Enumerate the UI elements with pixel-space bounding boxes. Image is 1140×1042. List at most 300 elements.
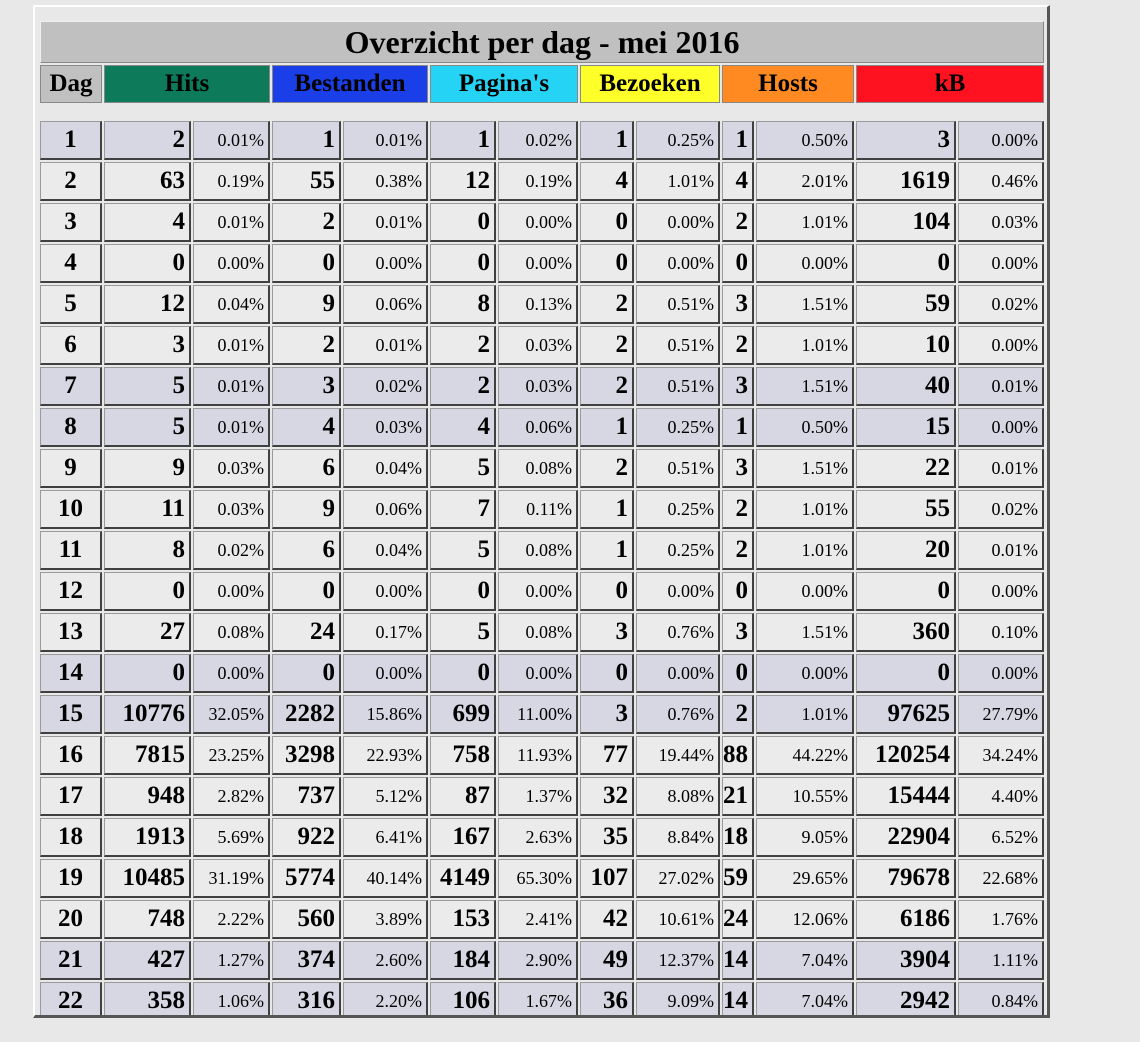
cell-hits-pct: 2.22%	[193, 900, 270, 939]
cell-files-pct: 0.04%	[343, 449, 428, 488]
cell-visits: 36	[580, 982, 634, 1018]
cell-files: 9	[272, 490, 341, 529]
header-pages: Pagina's	[430, 65, 578, 103]
cell-hits-pct: 0.01%	[193, 326, 270, 365]
cell-files: 0	[272, 572, 341, 611]
cell-pages-pct: 0.08%	[498, 613, 578, 652]
table-row	[40, 490, 1044, 529]
cell-day: 11	[40, 531, 102, 570]
cell-hits-pct: 0.00%	[193, 654, 270, 693]
cell-kb: 0	[856, 244, 956, 283]
cell-visits-pct: 8.84%	[636, 818, 720, 857]
cell-hosts: 14	[722, 982, 754, 1018]
cell-hosts: 88	[722, 736, 754, 775]
cell-pages: 758	[430, 736, 496, 775]
cell-hosts-pct: 0.50%	[756, 408, 854, 447]
cell-kb: 10	[856, 326, 956, 365]
cell-hosts-pct: 1.51%	[756, 613, 854, 652]
cell-kb: 0	[856, 572, 956, 611]
cell-kb-pct: 0.00%	[958, 244, 1044, 283]
cell-kb-pct: 0.01%	[958, 531, 1044, 570]
cell-hosts: 3	[722, 367, 754, 406]
cell-hits-pct: 0.02%	[193, 531, 270, 570]
cell-pages-pct: 0.08%	[498, 531, 578, 570]
table-row	[40, 531, 1044, 570]
cell-kb: 1619	[856, 162, 956, 201]
cell-hits: 0	[104, 244, 191, 283]
cell-files: 316	[272, 982, 341, 1018]
cell-hosts-pct: 44.22%	[756, 736, 854, 775]
cell-hits-pct: 23.25%	[193, 736, 270, 775]
cell-files-pct: 40.14%	[343, 859, 428, 898]
cell-files-pct: 0.02%	[343, 367, 428, 406]
cell-pages: 0	[430, 654, 496, 693]
cell-pages: 153	[430, 900, 496, 939]
cell-files: 4	[272, 408, 341, 447]
cell-files-pct: 6.41%	[343, 818, 428, 857]
cell-hosts: 2	[722, 490, 754, 529]
cell-hosts: 0	[722, 654, 754, 693]
cell-pages-pct: 0.06%	[498, 408, 578, 447]
cell-hits: 0	[104, 572, 191, 611]
cell-hits: 27	[104, 613, 191, 652]
cell-kb: 20	[856, 531, 956, 570]
cell-kb-pct: 4.40%	[958, 777, 1044, 816]
cell-hits-pct: 2.82%	[193, 777, 270, 816]
cell-hosts: 21	[722, 777, 754, 816]
cell-hits-pct: 0.03%	[193, 490, 270, 529]
cell-hits: 748	[104, 900, 191, 939]
cell-pages-pct: 11.00%	[498, 695, 578, 734]
cell-hosts: 3	[722, 285, 754, 324]
cell-hosts-pct: 7.04%	[756, 941, 854, 980]
cell-hosts-pct: 1.01%	[756, 531, 854, 570]
cell-visits: 1	[580, 490, 634, 529]
cell-kb-pct: 34.24%	[958, 736, 1044, 775]
cell-hosts: 3	[722, 613, 754, 652]
cell-visits-pct: 10.61%	[636, 900, 720, 939]
cell-visits-pct: 0.00%	[636, 244, 720, 283]
cell-day: 22	[40, 982, 102, 1018]
cell-visits-pct: 0.51%	[636, 285, 720, 324]
cell-visits-pct: 0.76%	[636, 695, 720, 734]
cell-files: 374	[272, 941, 341, 980]
cell-kb: 15444	[856, 777, 956, 816]
cell-visits-pct: 0.51%	[636, 449, 720, 488]
cell-visits: 32	[580, 777, 634, 816]
cell-day: 15	[40, 695, 102, 734]
cell-day: 5	[40, 285, 102, 324]
cell-day: 1	[40, 121, 102, 160]
cell-day: 9	[40, 449, 102, 488]
cell-files: 55	[272, 162, 341, 201]
cell-hits-pct: 0.01%	[193, 367, 270, 406]
cell-day: 14	[40, 654, 102, 693]
cell-kb-pct: 0.00%	[958, 654, 1044, 693]
cell-hits: 948	[104, 777, 191, 816]
cell-hosts-pct: 1.01%	[756, 695, 854, 734]
cell-visits-pct: 12.37%	[636, 941, 720, 980]
cell-pages-pct: 2.90%	[498, 941, 578, 980]
cell-visits: 2	[580, 449, 634, 488]
cell-kb-pct: 0.01%	[958, 449, 1044, 488]
cell-hits-pct: 0.01%	[193, 203, 270, 242]
table-row	[40, 695, 1044, 734]
header-hits: Hits	[104, 65, 270, 103]
cell-hosts: 24	[722, 900, 754, 939]
cell-hosts: 1	[722, 408, 754, 447]
cell-pages: 4149	[430, 859, 496, 898]
cell-pages-pct: 65.30%	[498, 859, 578, 898]
table-row	[40, 449, 1044, 488]
cell-pages: 2	[430, 326, 496, 365]
cell-kb-pct: 0.00%	[958, 326, 1044, 365]
cell-hosts: 2	[722, 326, 754, 365]
table-row	[40, 244, 1044, 283]
cell-pages: 184	[430, 941, 496, 980]
cell-day: 20	[40, 900, 102, 939]
cell-visits-pct: 0.00%	[636, 572, 720, 611]
cell-pages-pct: 0.00%	[498, 572, 578, 611]
cell-visits: 2	[580, 285, 634, 324]
cell-files-pct: 0.00%	[343, 244, 428, 283]
cell-hosts-pct: 0.00%	[756, 654, 854, 693]
cell-files-pct: 2.60%	[343, 941, 428, 980]
cell-hits: 12	[104, 285, 191, 324]
cell-pages-pct: 0.08%	[498, 449, 578, 488]
cell-day: 12	[40, 572, 102, 611]
cell-files-pct: 22.93%	[343, 736, 428, 775]
cell-files-pct: 0.00%	[343, 654, 428, 693]
cell-files: 6	[272, 449, 341, 488]
cell-files: 1	[272, 121, 341, 160]
cell-day: 3	[40, 203, 102, 242]
cell-hits: 5	[104, 408, 191, 447]
cell-pages-pct: 0.13%	[498, 285, 578, 324]
cell-kb-pct: 0.03%	[958, 203, 1044, 242]
cell-day: 17	[40, 777, 102, 816]
table-row	[40, 613, 1044, 652]
cell-visits: 3	[580, 695, 634, 734]
cell-pages: 106	[430, 982, 496, 1018]
cell-hosts-pct: 29.65%	[756, 859, 854, 898]
cell-pages-pct: 2.41%	[498, 900, 578, 939]
table-row	[40, 367, 1044, 406]
cell-day: 16	[40, 736, 102, 775]
cell-visits: 35	[580, 818, 634, 857]
cell-hits-pct: 0.03%	[193, 449, 270, 488]
table-row	[40, 121, 1044, 160]
cell-visits-pct: 19.44%	[636, 736, 720, 775]
cell-files-pct: 15.86%	[343, 695, 428, 734]
cell-hosts-pct: 0.00%	[756, 572, 854, 611]
table-row	[40, 285, 1044, 324]
cell-hosts-pct: 2.01%	[756, 162, 854, 201]
cell-hosts: 1	[722, 121, 754, 160]
cell-files: 3	[272, 367, 341, 406]
cell-kb-pct: 1.76%	[958, 900, 1044, 939]
cell-visits: 2	[580, 367, 634, 406]
cell-day: 7	[40, 367, 102, 406]
cell-files: 0	[272, 244, 341, 283]
cell-visits: 1	[580, 531, 634, 570]
cell-pages: 2	[430, 367, 496, 406]
cell-hosts: 2	[722, 695, 754, 734]
table-title: Overzicht per dag - mei 2016	[40, 21, 1044, 63]
cell-pages-pct: 0.03%	[498, 326, 578, 365]
cell-visits: 107	[580, 859, 634, 898]
cell-visits-pct: 0.25%	[636, 408, 720, 447]
cell-day: 19	[40, 859, 102, 898]
cell-hosts-pct: 1.01%	[756, 326, 854, 365]
cell-files: 0	[272, 654, 341, 693]
cell-hits: 3	[104, 326, 191, 365]
cell-hits: 11	[104, 490, 191, 529]
cell-files: 2	[272, 203, 341, 242]
cell-kb: 104	[856, 203, 956, 242]
cell-pages-pct: 0.11%	[498, 490, 578, 529]
cell-kb-pct: 27.79%	[958, 695, 1044, 734]
cell-hosts: 4	[722, 162, 754, 201]
cell-pages: 12	[430, 162, 496, 201]
cell-pages-pct: 0.00%	[498, 654, 578, 693]
cell-hits: 2	[104, 121, 191, 160]
cell-visits-pct: 0.51%	[636, 326, 720, 365]
cell-visits: 1	[580, 408, 634, 447]
cell-files: 6	[272, 531, 341, 570]
cell-hits: 10485	[104, 859, 191, 898]
cell-visits: 0	[580, 244, 634, 283]
cell-pages: 0	[430, 203, 496, 242]
cell-hosts-pct: 7.04%	[756, 982, 854, 1018]
cell-pages: 7	[430, 490, 496, 529]
cell-kb-pct: 6.52%	[958, 818, 1044, 857]
cell-hits-pct: 5.69%	[193, 818, 270, 857]
cell-day: 10	[40, 490, 102, 529]
cell-kb-pct: 1.11%	[958, 941, 1044, 980]
cell-hosts-pct: 1.51%	[756, 285, 854, 324]
cell-visits: 2	[580, 326, 634, 365]
cell-hosts-pct: 1.51%	[756, 449, 854, 488]
cell-visits-pct: 0.25%	[636, 531, 720, 570]
cell-pages: 167	[430, 818, 496, 857]
cell-hits: 1913	[104, 818, 191, 857]
cell-day: 4	[40, 244, 102, 283]
header-day: Dag	[40, 65, 102, 103]
cell-files-pct: 2.20%	[343, 982, 428, 1018]
cell-visits: 77	[580, 736, 634, 775]
cell-pages: 699	[430, 695, 496, 734]
cell-pages-pct: 11.93%	[498, 736, 578, 775]
cell-kb-pct: 22.68%	[958, 859, 1044, 898]
table-row	[40, 162, 1044, 201]
cell-kb: 79678	[856, 859, 956, 898]
table-row	[40, 941, 1044, 980]
cell-hits: 358	[104, 982, 191, 1018]
cell-pages-pct: 0.00%	[498, 203, 578, 242]
table-row	[40, 654, 1044, 693]
cell-visits-pct: 0.25%	[636, 121, 720, 160]
cell-pages: 5	[430, 531, 496, 570]
cell-files-pct: 0.06%	[343, 285, 428, 324]
stats-panel	[33, 5, 1050, 1018]
cell-hits-pct: 31.19%	[193, 859, 270, 898]
daily-stats-table	[38, 19, 1046, 1018]
cell-hits: 8	[104, 531, 191, 570]
table-row	[40, 900, 1044, 939]
cell-files-pct: 0.06%	[343, 490, 428, 529]
cell-hits-pct: 0.01%	[193, 408, 270, 447]
cell-pages: 5	[430, 613, 496, 652]
cell-visits-pct: 0.51%	[636, 367, 720, 406]
cell-visits-pct: 0.25%	[636, 490, 720, 529]
cell-pages: 0	[430, 572, 496, 611]
cell-kb-pct: 0.10%	[958, 613, 1044, 652]
cell-hosts: 2	[722, 203, 754, 242]
cell-files-pct: 5.12%	[343, 777, 428, 816]
cell-kb: 0	[856, 654, 956, 693]
cell-files-pct: 0.38%	[343, 162, 428, 201]
cell-hosts-pct: 0.00%	[756, 244, 854, 283]
cell-hits-pct: 0.00%	[193, 244, 270, 283]
cell-files: 24	[272, 613, 341, 652]
cell-hosts: 0	[722, 572, 754, 611]
cell-hosts: 14	[722, 941, 754, 980]
table-row	[40, 408, 1044, 447]
table-row	[40, 818, 1044, 857]
cell-day: 18	[40, 818, 102, 857]
cell-hits: 10776	[104, 695, 191, 734]
cell-visits-pct: 8.08%	[636, 777, 720, 816]
cell-kb-pct: 0.00%	[958, 121, 1044, 160]
cell-visits-pct: 9.09%	[636, 982, 720, 1018]
cell-files: 2282	[272, 695, 341, 734]
cell-files-pct: 0.17%	[343, 613, 428, 652]
cell-hits: 9	[104, 449, 191, 488]
cell-pages-pct: 0.02%	[498, 121, 578, 160]
cell-hosts-pct: 12.06%	[756, 900, 854, 939]
cell-hosts: 0	[722, 244, 754, 283]
cell-hits: 427	[104, 941, 191, 980]
cell-files-pct: 0.01%	[343, 203, 428, 242]
cell-files-pct: 0.00%	[343, 572, 428, 611]
cell-kb: 40	[856, 367, 956, 406]
cell-files: 2	[272, 326, 341, 365]
cell-hosts-pct: 1.51%	[756, 367, 854, 406]
table-row	[40, 982, 1044, 1018]
cell-hosts: 59	[722, 859, 754, 898]
cell-hosts-pct: 0.50%	[756, 121, 854, 160]
table-row	[40, 859, 1044, 898]
cell-visits-pct: 27.02%	[636, 859, 720, 898]
cell-files-pct: 0.04%	[343, 531, 428, 570]
cell-kb-pct: 0.84%	[958, 982, 1044, 1018]
cell-pages-pct: 0.03%	[498, 367, 578, 406]
cell-hosts-pct: 9.05%	[756, 818, 854, 857]
table-row	[40, 736, 1044, 775]
cell-kb: 3	[856, 121, 956, 160]
cell-visits-pct: 0.00%	[636, 654, 720, 693]
cell-pages: 0	[430, 244, 496, 283]
cell-visits-pct: 0.76%	[636, 613, 720, 652]
cell-pages: 4	[430, 408, 496, 447]
table-row	[40, 326, 1044, 365]
cell-hosts: 2	[722, 531, 754, 570]
table-row	[40, 203, 1044, 242]
cell-hits-pct: 0.00%	[193, 572, 270, 611]
cell-kb-pct: 0.02%	[958, 285, 1044, 324]
header-visits: Bezoeken	[580, 65, 720, 103]
cell-visits: 42	[580, 900, 634, 939]
cell-kb: 120254	[856, 736, 956, 775]
cell-kb: 360	[856, 613, 956, 652]
cell-files: 5774	[272, 859, 341, 898]
cell-pages-pct: 0.00%	[498, 244, 578, 283]
cell-hosts-pct: 10.55%	[756, 777, 854, 816]
cell-kb: 59	[856, 285, 956, 324]
cell-kb: 22904	[856, 818, 956, 857]
cell-kb: 3904	[856, 941, 956, 980]
cell-files-pct: 3.89%	[343, 900, 428, 939]
header-files: Bestanden	[272, 65, 428, 103]
cell-kb: 55	[856, 490, 956, 529]
cell-hits-pct: 0.01%	[193, 121, 270, 160]
cell-day: 2	[40, 162, 102, 201]
cell-pages: 87	[430, 777, 496, 816]
cell-hits: 63	[104, 162, 191, 201]
cell-visits: 3	[580, 613, 634, 652]
cell-visits-pct: 0.00%	[636, 203, 720, 242]
cell-hosts: 3	[722, 449, 754, 488]
cell-files-pct: 0.01%	[343, 326, 428, 365]
cell-hits-pct: 0.08%	[193, 613, 270, 652]
cell-hits-pct: 1.27%	[193, 941, 270, 980]
cell-visits: 49	[580, 941, 634, 980]
cell-hosts-pct: 1.01%	[756, 203, 854, 242]
table-row	[40, 777, 1044, 816]
cell-kb-pct: 0.46%	[958, 162, 1044, 201]
cell-visits: 0	[580, 572, 634, 611]
cell-kb-pct: 0.00%	[958, 408, 1044, 447]
cell-kb: 6186	[856, 900, 956, 939]
cell-hosts: 18	[722, 818, 754, 857]
cell-visits: 4	[580, 162, 634, 201]
cell-kb-pct: 0.00%	[958, 572, 1044, 611]
table-row	[40, 572, 1044, 611]
cell-hits: 0	[104, 654, 191, 693]
cell-hits-pct: 1.06%	[193, 982, 270, 1018]
header-hosts: Hosts	[722, 65, 854, 103]
cell-kb: 22	[856, 449, 956, 488]
cell-hits: 5	[104, 367, 191, 406]
cell-visits: 0	[580, 654, 634, 693]
cell-files: 560	[272, 900, 341, 939]
cell-pages-pct: 0.19%	[498, 162, 578, 201]
cell-files-pct: 0.03%	[343, 408, 428, 447]
cell-kb: 97625	[856, 695, 956, 734]
cell-kb: 2942	[856, 982, 956, 1018]
cell-pages-pct: 1.37%	[498, 777, 578, 816]
cell-kb-pct: 0.01%	[958, 367, 1044, 406]
cell-day: 21	[40, 941, 102, 980]
cell-hits-pct: 0.04%	[193, 285, 270, 324]
cell-day: 8	[40, 408, 102, 447]
cell-files: 3298	[272, 736, 341, 775]
cell-hits-pct: 0.19%	[193, 162, 270, 201]
cell-kb: 15	[856, 408, 956, 447]
cell-visits-pct: 1.01%	[636, 162, 720, 201]
cell-pages: 5	[430, 449, 496, 488]
